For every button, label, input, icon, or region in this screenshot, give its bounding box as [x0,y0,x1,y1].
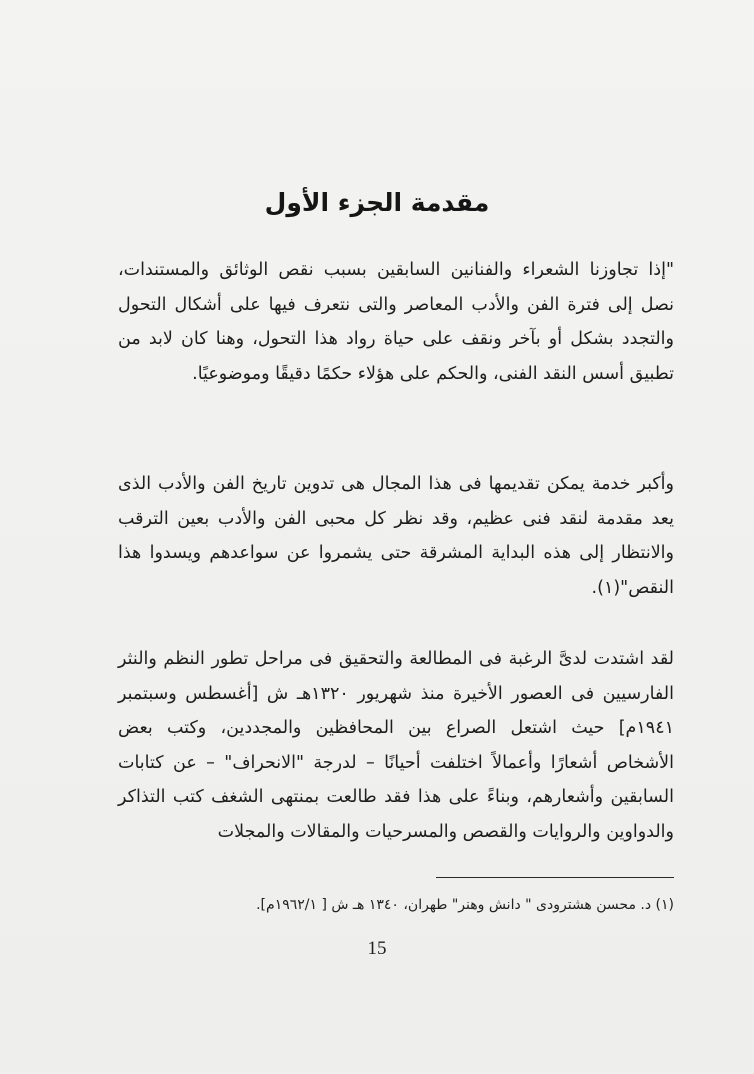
footnote: (١) د. محسن هشترودى " دانش وهنر" طهران، ١٣٤٠ هـ ش [ ١٩٦٢/١م]. [256,897,674,913]
paragraph-1: "إذا تجاوزنا الشعراء والفنانين السابقين بسبب نقص الوثائق والمستندات، نصل إلى فترة الفن والأدب المعاصر والتى نتعرف فيها على أشكال التحول والتجدد بشكل أو بآخر ونقف على حياة رواد هذا التحول، وهنا كان لابد من تطبيق أسس النقد الفنى، والحكم على هؤلاء حكمًا دقيقًا وموضوعيًا. [118,260,674,384]
footnote-divider [436,877,674,878]
paragraph-2: وأكبر خدمة يمكن تقديمها فى هذا المجال هى تدوين تاريخ الفن والأدب الذى يعد مقدمة لنقد فنى عظيم، وقد نظر كل محبى الفن والأدب بعين الترقب والانتظار إلى هذه البداية المشرقة حتى يشمروا عن سواعدهم ويسدوا هذا النقص"(١). [118,474,674,598]
page-title: مقدمة الجزء الأول [264,188,490,217]
page-number: 15 [367,938,387,959]
paragraph-3: لقد اشتدت لدىَّ الرغبة فى المطالعة والتحقيق فى مراحل تطور النظم والنثر الفارسيين فى العصور الأخيرة منذ شهريور ١٣٢٠هـ ش [أغسطس وسبتمبر ١٩٤١م] حيث اشتعل الصراع بين المحافظين والمجددين، وكتب بعض الأشخاص أشعارًا وأعمالاً اختلفت أحيانًا – لدرجة "الانحراف" – عن كتابات السابقين وأشعارهم، وبناءً على هذا فقد طالعت بمنتهى الشغف كتب التذاكر والدواوين والروايات والقصص والمسرحيات والمقالات والمجلات [118,649,674,842]
